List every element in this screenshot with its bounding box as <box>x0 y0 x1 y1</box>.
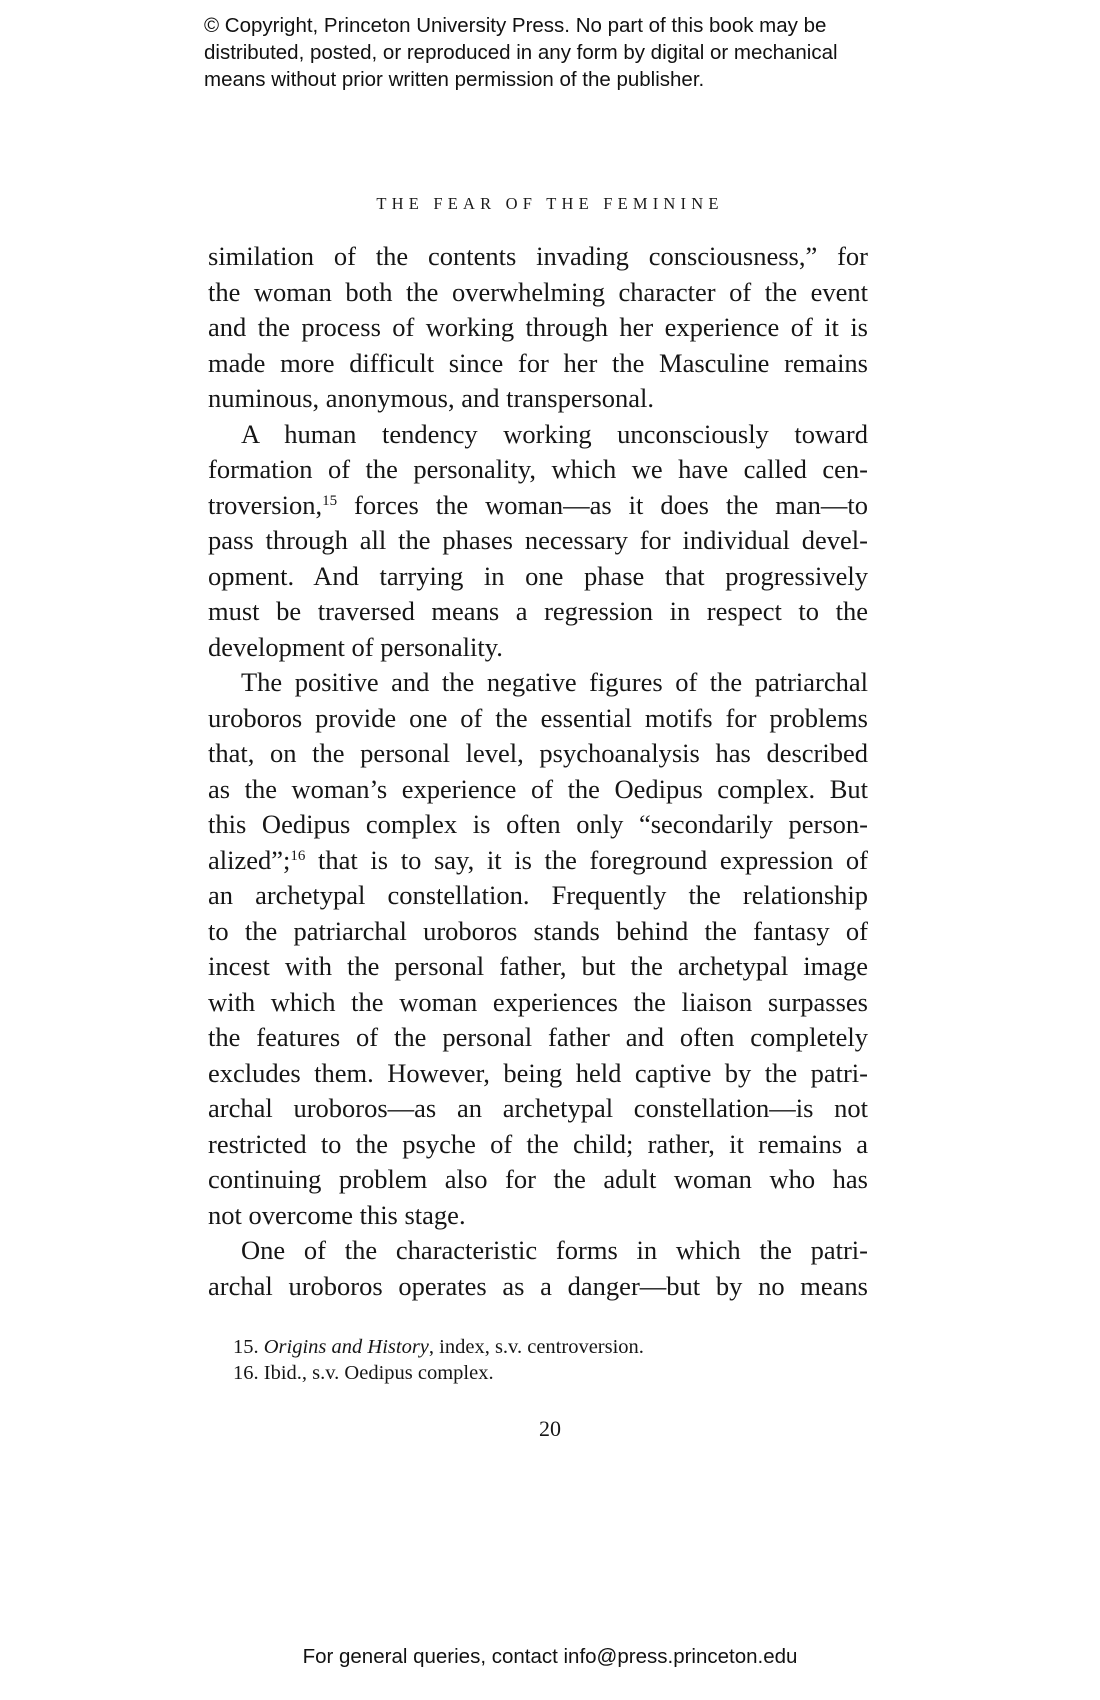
text-line: to the patriarchal uroboros stands behind the fantasy of <box>208 915 868 946</box>
footnotes <box>233 1334 793 1386</box>
text-line: similation of the contents invading consciousness,” for <box>208 241 868 271</box>
text-line: uroboros provide one of the essential motifs for problems <box>208 702 868 733</box>
copyright-line: means without prior written permission of the publisher. <box>204 68 705 91</box>
footnote-number: 16. <box>233 1362 259 1384</box>
copyright-notice <box>204 12 924 93</box>
text-line: opment. And tarrying in one phase that progressively <box>208 560 868 591</box>
text-line: made more difficult since for her the Masculine remains <box>208 347 868 378</box>
text-line: numinous, anonymous, and transpersonal. <box>208 383 655 413</box>
text-line: A human tendency working unconsciously toward <box>241 418 868 449</box>
text-line: pass through all the phases necessary for individual devel- <box>208 525 868 555</box>
text-line: incest with the personal father, but the archetypal image <box>208 951 868 981</box>
copyright-line: © Copyright, Princeton University Press. No part of this book may be <box>204 14 827 37</box>
text-line <box>208 843 868 879</box>
footnote-text: , index, s.v. centroversion. <box>428 1336 644 1358</box>
footnote-text: Ibid., s.v. Oedipus complex. <box>263 1362 494 1384</box>
text-segment: alized”; <box>208 844 291 875</box>
body-text <box>208 239 868 1304</box>
footnote-reference-16[interactable]: 16 <box>290 847 306 864</box>
text-segment: troversion, <box>208 489 323 520</box>
text-line <box>208 488 868 524</box>
text-line: the features of the personal father and often completely <box>208 1022 868 1052</box>
text-line: that, on the personal level, psychoanalysis has described <box>208 738 868 768</box>
text-line: not overcome this stage. <box>208 1199 466 1230</box>
text-line: must be traversed means a regression in respect to the <box>208 596 868 626</box>
footnote-number: 15. <box>233 1336 259 1358</box>
footnote-reference-15[interactable]: 15 <box>322 492 338 509</box>
text-line: The positive and the negative figures of the patriarchal <box>241 667 868 697</box>
text-line: excludes them. However, being held captive by the patri- <box>208 1057 868 1088</box>
text-line: with which the woman experiences the liaison surpasses <box>208 986 868 1017</box>
contact-notice: For general queries, contact info@press.princeton.edu <box>302 1645 798 1668</box>
text-segment: forces the woman—as it does the man—to <box>337 489 868 520</box>
text-line: as the woman’s experience of the Oedipus complex. But <box>208 773 868 804</box>
text-line: archal uroboros operates as a danger—but by no means <box>208 1270 868 1301</box>
text-line: development of personality. <box>208 631 503 662</box>
text-line: archal uroboros—as an archetypal constellation—is not <box>208 1093 868 1123</box>
running-head: THE FEAR OF THE FEMININE <box>376 194 724 213</box>
text-line: this Oedipus complex is often only “secondarily person- <box>208 809 868 839</box>
text-line: an archetypal constellation. Frequently the relationship <box>208 880 868 910</box>
text-line: the woman both the overwhelming character of the event <box>208 276 868 307</box>
copyright-line: distributed, posted, or reproduced in any form by digital or mechanical <box>204 41 838 64</box>
text-line: and the process of working through her experience of it is <box>208 312 868 342</box>
text-line: restricted to the psyche of the child; rather, it remains a <box>208 1128 868 1159</box>
text-line: formation of the personality, which we have called cen- <box>208 454 868 484</box>
text-line: One of the characteristic forms in which the patri- <box>241 1235 868 1265</box>
page-number: 20 <box>539 1416 561 1441</box>
footnote-16 <box>233 1360 793 1386</box>
text-segment: that is to say, it is the foreground expression of <box>305 844 868 875</box>
text-line: continuing problem also for the adult woman who has <box>208 1164 868 1194</box>
footnote-15 <box>233 1334 793 1360</box>
footnote-title: Origins and History <box>263 1336 429 1358</box>
